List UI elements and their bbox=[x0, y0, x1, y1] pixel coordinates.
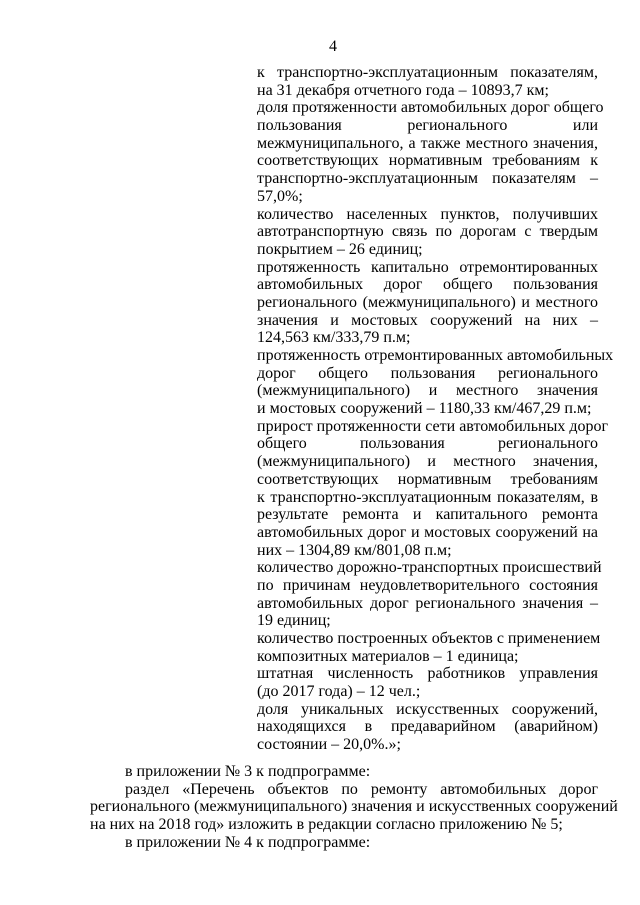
text-line: на 31 декабря отчетного года – 10893,7 км; bbox=[257, 81, 549, 99]
text-line: значения и мостовых сооружений на них – bbox=[257, 311, 598, 329]
text-line: штатная численность работников управления bbox=[257, 665, 598, 683]
paragraph bbox=[90, 763, 598, 781]
paragraph bbox=[257, 577, 598, 630]
text-line: находящихся в предаварийном (аварийном) bbox=[257, 718, 598, 736]
text-line: общего пользования регионального bbox=[257, 435, 598, 453]
amendment-paragraphs bbox=[90, 763, 618, 851]
text-line: соответствующих нормативным требованиям к bbox=[257, 152, 598, 170]
text-line: к транспортно-эксплуатационным показателям, в bbox=[257, 488, 598, 506]
text-line: транспортно-эксплуатационным показателям – bbox=[257, 170, 598, 188]
text-line: на них на 2018 год» изложить в редакции согласно приложению № 5; bbox=[90, 816, 563, 834]
text-line: результате ремонта и капитального ремонта bbox=[257, 506, 598, 524]
text-line: (до 2017 года) – 12 чел.; bbox=[257, 683, 421, 701]
text-line: соответствующих нормативным требованиям bbox=[257, 470, 598, 488]
text-line: доля протяженности автомобильных дорог общего bbox=[257, 99, 604, 117]
text-line: в приложении № 4 к подпрограмме: bbox=[125, 833, 371, 851]
paragraph bbox=[257, 559, 602, 577]
text-line: прирост протяженности сети автомобильных дорог bbox=[257, 417, 609, 435]
page-number: 4 bbox=[329, 38, 337, 55]
text-line: (межмуниципального) и местного значения, bbox=[257, 453, 598, 471]
paragraph bbox=[257, 347, 614, 418]
text-line: протяженность капитально отремонтированных bbox=[257, 258, 598, 276]
text-line: регионального (межмуниципального) и местного bbox=[257, 293, 598, 311]
text-line: автомобильных дорог регионального значения – bbox=[257, 594, 598, 612]
text-line: к транспортно-эксплуатационным показателям, bbox=[257, 64, 598, 81]
paragraph bbox=[257, 259, 598, 347]
paragraph bbox=[257, 701, 598, 754]
paragraph bbox=[257, 630, 601, 665]
paragraph bbox=[257, 99, 604, 205]
text-line: них – 1304,89 км/801,08 п.м; bbox=[257, 541, 452, 559]
paragraph bbox=[257, 206, 598, 259]
text-line: 124,563 км/333,79 п.м; bbox=[257, 329, 411, 347]
text-line: автотранспортную связь по дорогам с твердым bbox=[257, 223, 598, 241]
text-line: количество построенных объектов с применением bbox=[257, 630, 601, 647]
text-line: по причинам неудовлетворительного состояния bbox=[257, 576, 598, 594]
text-line: покрытием – 26 единиц; bbox=[257, 240, 423, 258]
paragraph bbox=[257, 417, 609, 560]
text-line: регионального (межмуниципального) значения и искусственных сооружений bbox=[90, 798, 618, 816]
text-line: доля уникальных искусственных сооружений, bbox=[257, 700, 598, 718]
text-line: раздел «Перечень объектов по ремонту автомобильных дорог bbox=[125, 780, 598, 798]
text-line: 19 единиц; bbox=[257, 612, 331, 630]
text-line: автомобильных дорог общего пользования bbox=[257, 276, 598, 294]
paragraph bbox=[257, 665, 598, 700]
text-line: количество населенных пунктов, получивших bbox=[257, 205, 598, 223]
text-line: и мостовых сооружений – 1180,33 км/467,29 п.м; bbox=[257, 400, 592, 418]
text-line: дорог общего пользования регионального bbox=[257, 364, 598, 382]
text-line: межмуниципального, а также местного значения, bbox=[257, 134, 598, 152]
paragraph bbox=[90, 834, 598, 852]
text-line: (межмуниципального) и местного значения bbox=[257, 382, 598, 400]
text-line: автомобильных дорог и мостовых сооружений на bbox=[257, 523, 598, 541]
paragraph bbox=[257, 64, 598, 99]
paragraph bbox=[90, 780, 618, 834]
text-line: пользования регионального или bbox=[257, 117, 598, 135]
text-line: в приложении № 3 к подпрограмме: bbox=[125, 763, 371, 780]
text-line: композитных материалов – 1 единица; bbox=[257, 647, 519, 665]
text-line: состоянии – 20,0%.»; bbox=[257, 736, 401, 754]
text-line: количество дорожно-транспортных происшествий bbox=[257, 559, 602, 577]
indicator-list bbox=[257, 64, 614, 754]
text-line: протяженность отремонтированных автомобильных bbox=[257, 347, 614, 364]
text-line: 57,0%; bbox=[257, 187, 303, 205]
